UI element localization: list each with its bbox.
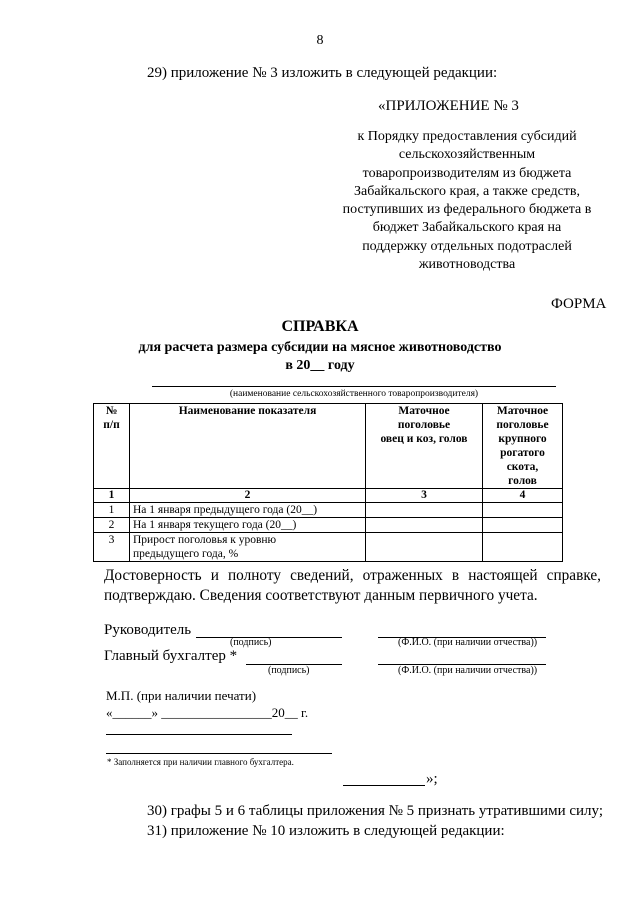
appendix-line: бюджет Забайкальского края на xyxy=(372,220,562,236)
document-year: в 20__ году xyxy=(285,358,355,373)
appendix-reference xyxy=(324,128,610,274)
table-row: 2 На 1 января текущего года (20__) xyxy=(94,518,563,533)
appendix-line: поддержку отдельных подотраслей xyxy=(362,238,572,254)
table-row: 1 На 1 января предыдущего года (20__) xyxy=(94,503,563,518)
value-cell[interactable] xyxy=(483,503,563,518)
footnote: * Заполняется при наличии главного бухгалтера. xyxy=(107,757,294,767)
appendix-line: поступивших из федерального бюджета в xyxy=(342,202,592,218)
appendix-line: товаропроизводителям из бюджета xyxy=(362,165,572,181)
accountant-signature-caption: (подпись) xyxy=(268,665,310,676)
table-row: 3 Прирост поголовья к уровню предыдущего года, % xyxy=(94,533,563,562)
accountant-name-caption: (Ф.И.О. (при наличии отчества)) xyxy=(398,665,538,676)
row-label: На 1 января текущего года (20__) xyxy=(130,518,366,533)
document-subtitle: для расчета размера субсидии на мясное животноводство xyxy=(138,340,502,355)
table-header-row xyxy=(94,404,563,489)
page-number: 8 xyxy=(316,33,324,48)
appendix-heading: «ПРИЛОЖЕНИЕ № 3 xyxy=(378,98,519,114)
producer-name-caption: (наименование сельскохозяйственного товаропроизводителя) xyxy=(229,389,479,399)
accountant-label: Главный бухгалтер * xyxy=(104,648,238,664)
header-cattle: Маточное поголовье крупного рогатого скота, голов xyxy=(483,404,563,489)
header-indicator: Наименование показателя xyxy=(130,404,366,489)
footnote-separator xyxy=(106,753,332,754)
confirmation-text: Достоверность и полноту сведений, отраженных в настоящей справке, подтверждаю. Сведения соответствуют данным первичного учета. xyxy=(104,567,601,604)
header-sheep-goats: Маточное поголовье овец и коз, голов xyxy=(366,404,483,489)
closing-line xyxy=(343,785,425,786)
producer-name-line[interactable] xyxy=(152,386,556,387)
value-cell[interactable] xyxy=(483,518,563,533)
appendix-line: сельскохозяйственным xyxy=(398,147,536,163)
value-cell[interactable] xyxy=(366,518,483,533)
amendment-item-29: 29) приложение № 3 изложить в следующей редакции: xyxy=(147,65,498,81)
closing-quote: »; xyxy=(426,771,438,787)
row-label: Прирост поголовья к уровню предыдущего года, % xyxy=(130,533,366,562)
value-cell[interactable] xyxy=(366,533,483,562)
form-label: ФОРМА xyxy=(551,296,607,312)
data-table xyxy=(93,403,563,562)
head-signature-caption: (подпись) xyxy=(230,637,272,648)
head-label: Руководитель xyxy=(104,622,192,638)
header-number: № п/п xyxy=(94,404,130,489)
document-title: СПРАВКА xyxy=(281,318,359,335)
value-cell[interactable] xyxy=(366,503,483,518)
date-line[interactable]: «______» _________________20__ г. xyxy=(106,705,309,720)
column-number-row: 1 2 3 4 xyxy=(94,489,563,503)
blank-line xyxy=(106,734,292,735)
amendment-item-30: 30) графы 5 и 6 таблицы приложения № 5 признать утратившими силу; xyxy=(147,803,603,819)
stamp-note: М.П. (при наличии печати) xyxy=(106,688,257,703)
row-label: На 1 января предыдущего года (20__) xyxy=(130,503,366,518)
appendix-line: к Порядку предоставления субсидий xyxy=(357,129,577,144)
appendix-line: Забайкальского края, а также средств, xyxy=(353,183,581,199)
head-name-caption: (Ф.И.О. (при наличии отчества)) xyxy=(398,637,538,648)
amendment-item-31: 31) приложение № 10 изложить в следующей редакции: xyxy=(147,823,505,839)
appendix-line: животноводства xyxy=(418,257,516,273)
value-cell[interactable] xyxy=(483,533,563,562)
